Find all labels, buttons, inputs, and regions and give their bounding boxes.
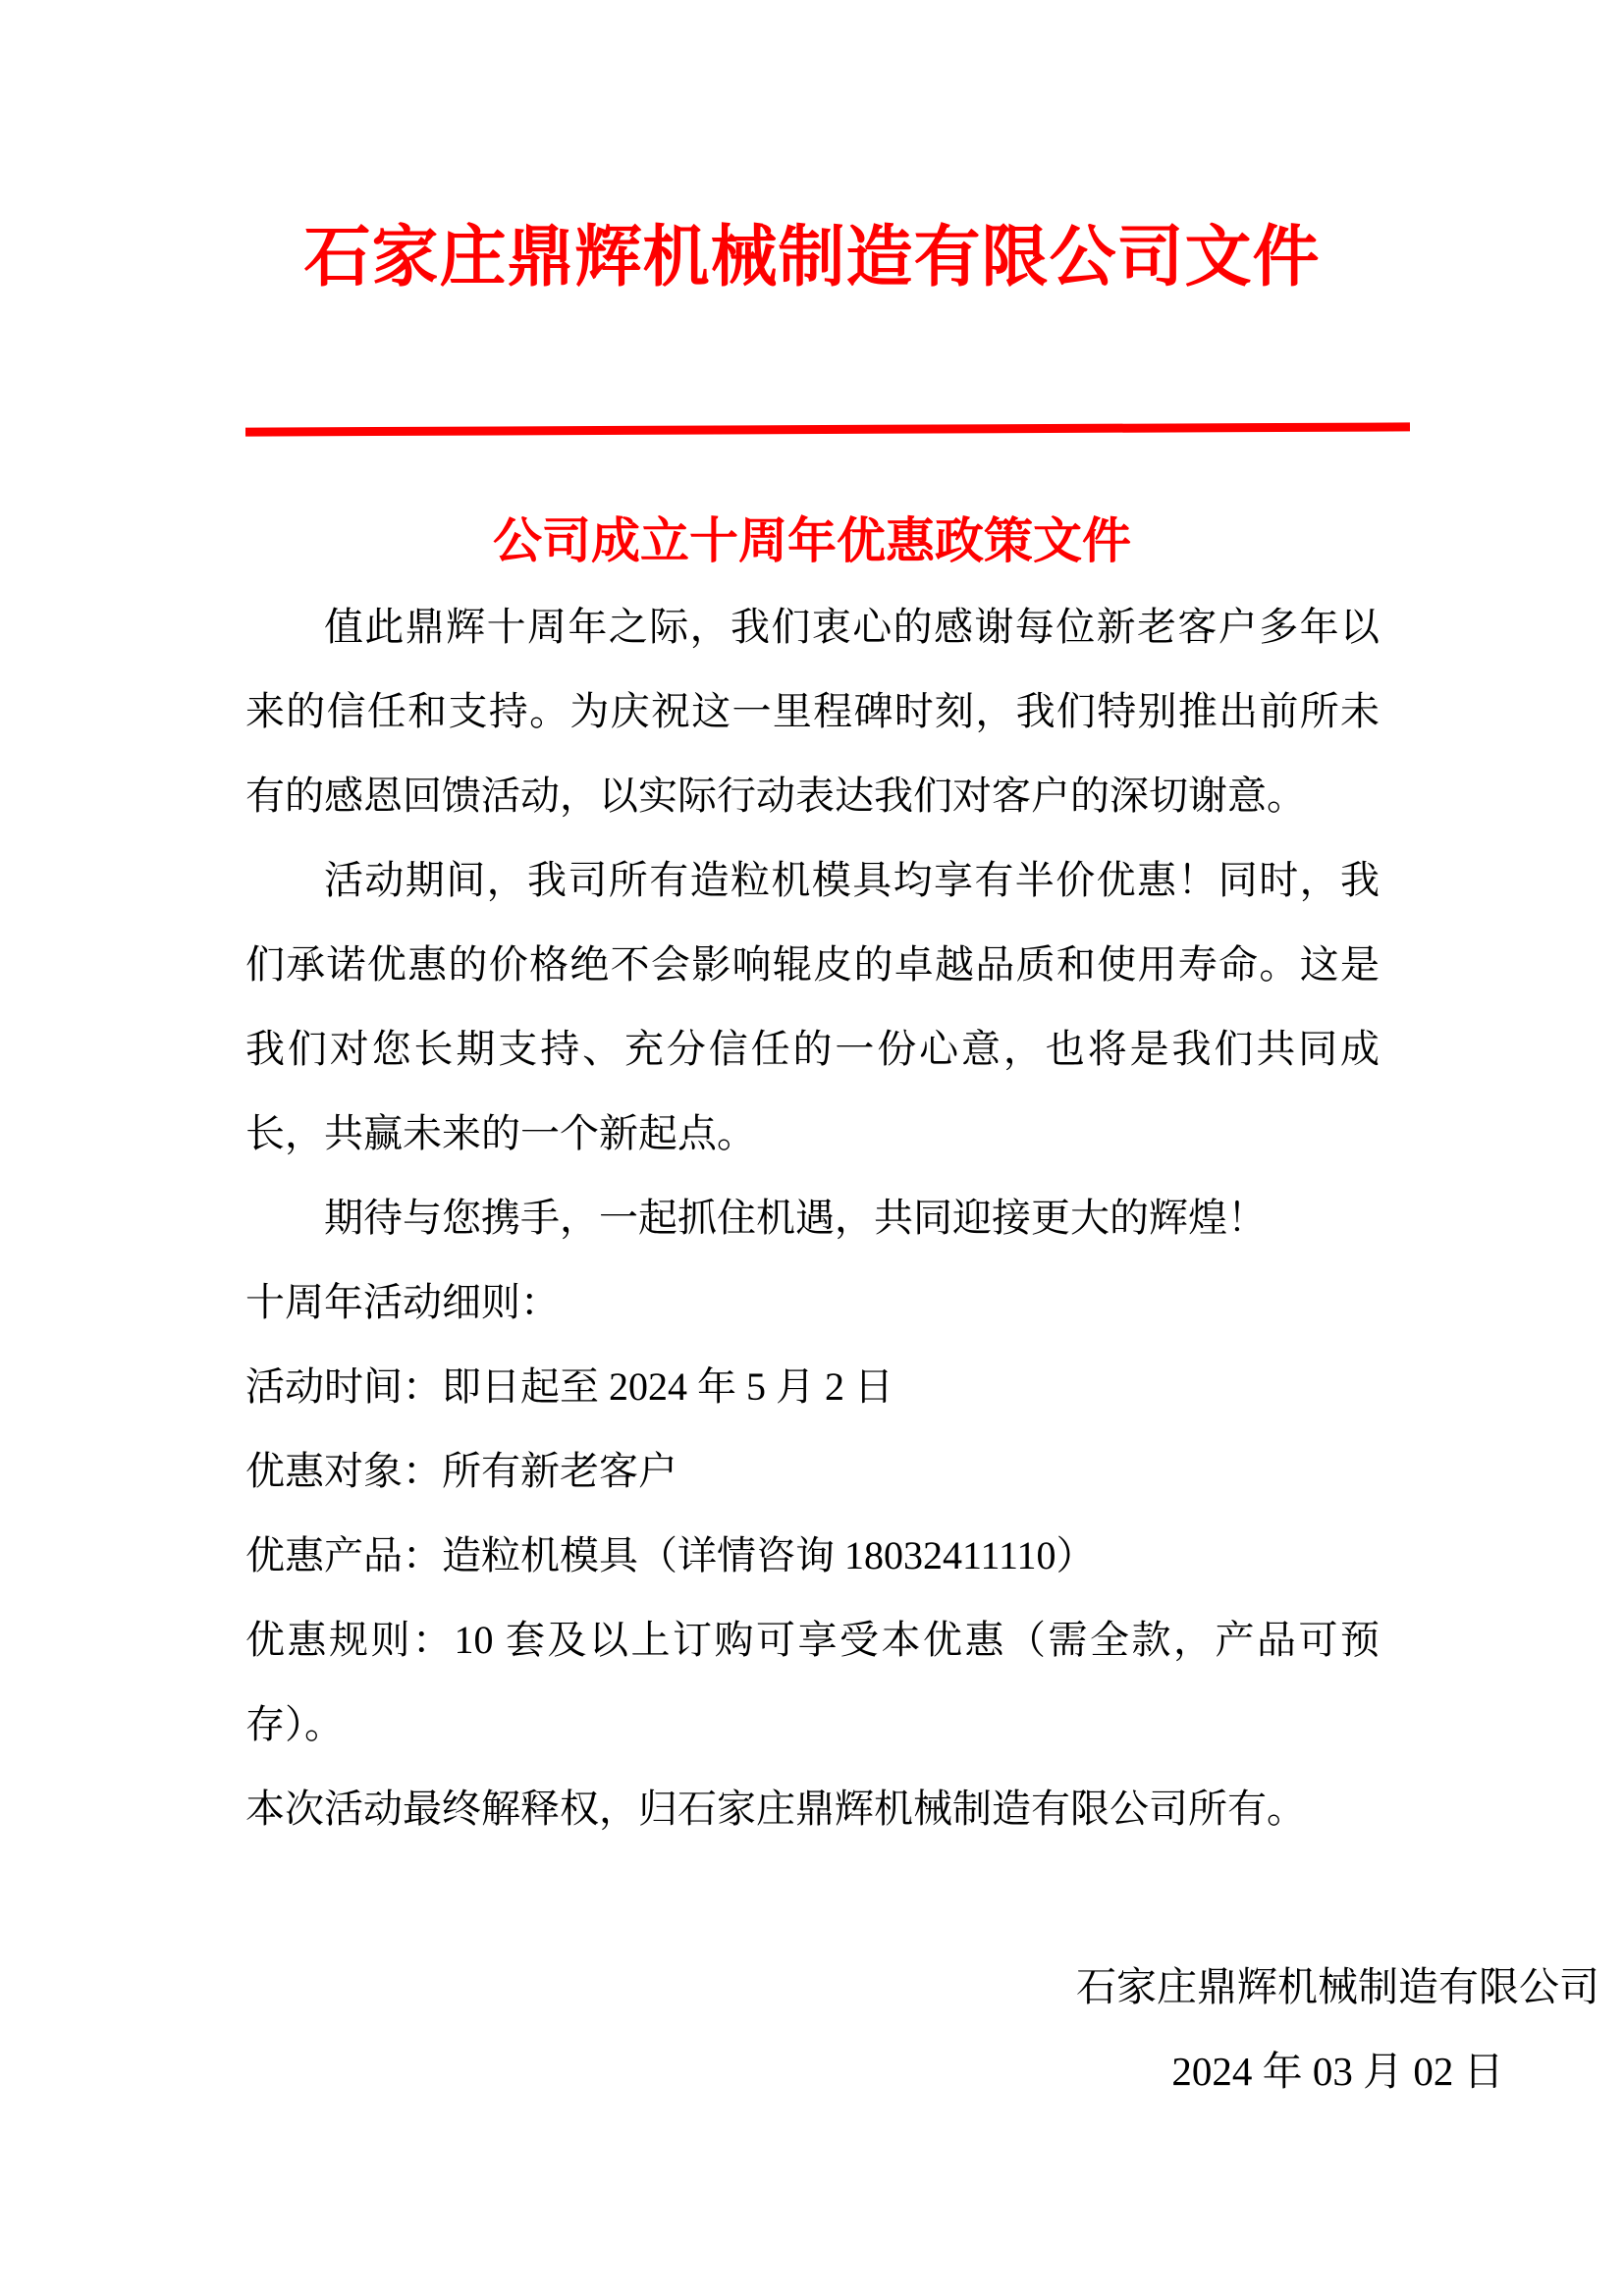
body-paragraph: 活动期间，我司所有造粒机模具均享有半价优惠！同时，我们承诺优惠的价格绝不会影响辊皮的卓越品质和使用寿命。这是我们对您长期支持、充分信任的一份心意，也将是我们共同成长，共赢未来的一个新起点。 (245, 858, 1380, 1156)
red-divider-line (245, 422, 1410, 436)
policy-title: 公司成立十周年优惠政策文件 (493, 512, 1131, 568)
body-paragraph-final-interpretation: 本次活动最终解释权，归石家庄鼎辉机械制造有限公司所有。 (245, 1787, 1306, 1832)
body-paragraph-rules-heading: 十周年活动细则： (245, 1280, 560, 1325)
body-paragraph-target-customers: 优惠对象：所有新老客户 (245, 1449, 677, 1494)
signature-date: 2024 年 03 月 02 日 (1171, 2049, 1504, 2095)
body-paragraph-discount-rule: 优惠规则：10 套及以上订购可享受本优惠（需全款，产品可预存）。 (245, 1618, 1380, 1747)
signature-block (1076, 1945, 1599, 2113)
body-paragraph-activity-time: 活动时间：即日起至 2024 年 5 月 2 日 (245, 1364, 893, 1410)
signature-company-name: 石家庄鼎辉机械制造有限公司 (1076, 1964, 1599, 2010)
body-paragraph: 值此鼎辉十周年之际，我们衷心的感谢每位新老客户多年以来的信任和支持。为庆祝这一里程碑时刻，我们特别推出前所未有的感恩回馈活动，以实际行动表达我们对客户的深切谢意。 (245, 605, 1380, 819)
document-body (0, 585, 1624, 1851)
body-paragraph-products: 优惠产品：造粒机模具（详情咨询 18032411110） (245, 1533, 1096, 1578)
company-document-title: 石家庄鼎辉机械制造有限公司文件 (303, 220, 1321, 294)
body-paragraph: 期待与您携手，一起抓住机遇，共同迎接更大的辉煌！ (324, 1196, 1267, 1241)
